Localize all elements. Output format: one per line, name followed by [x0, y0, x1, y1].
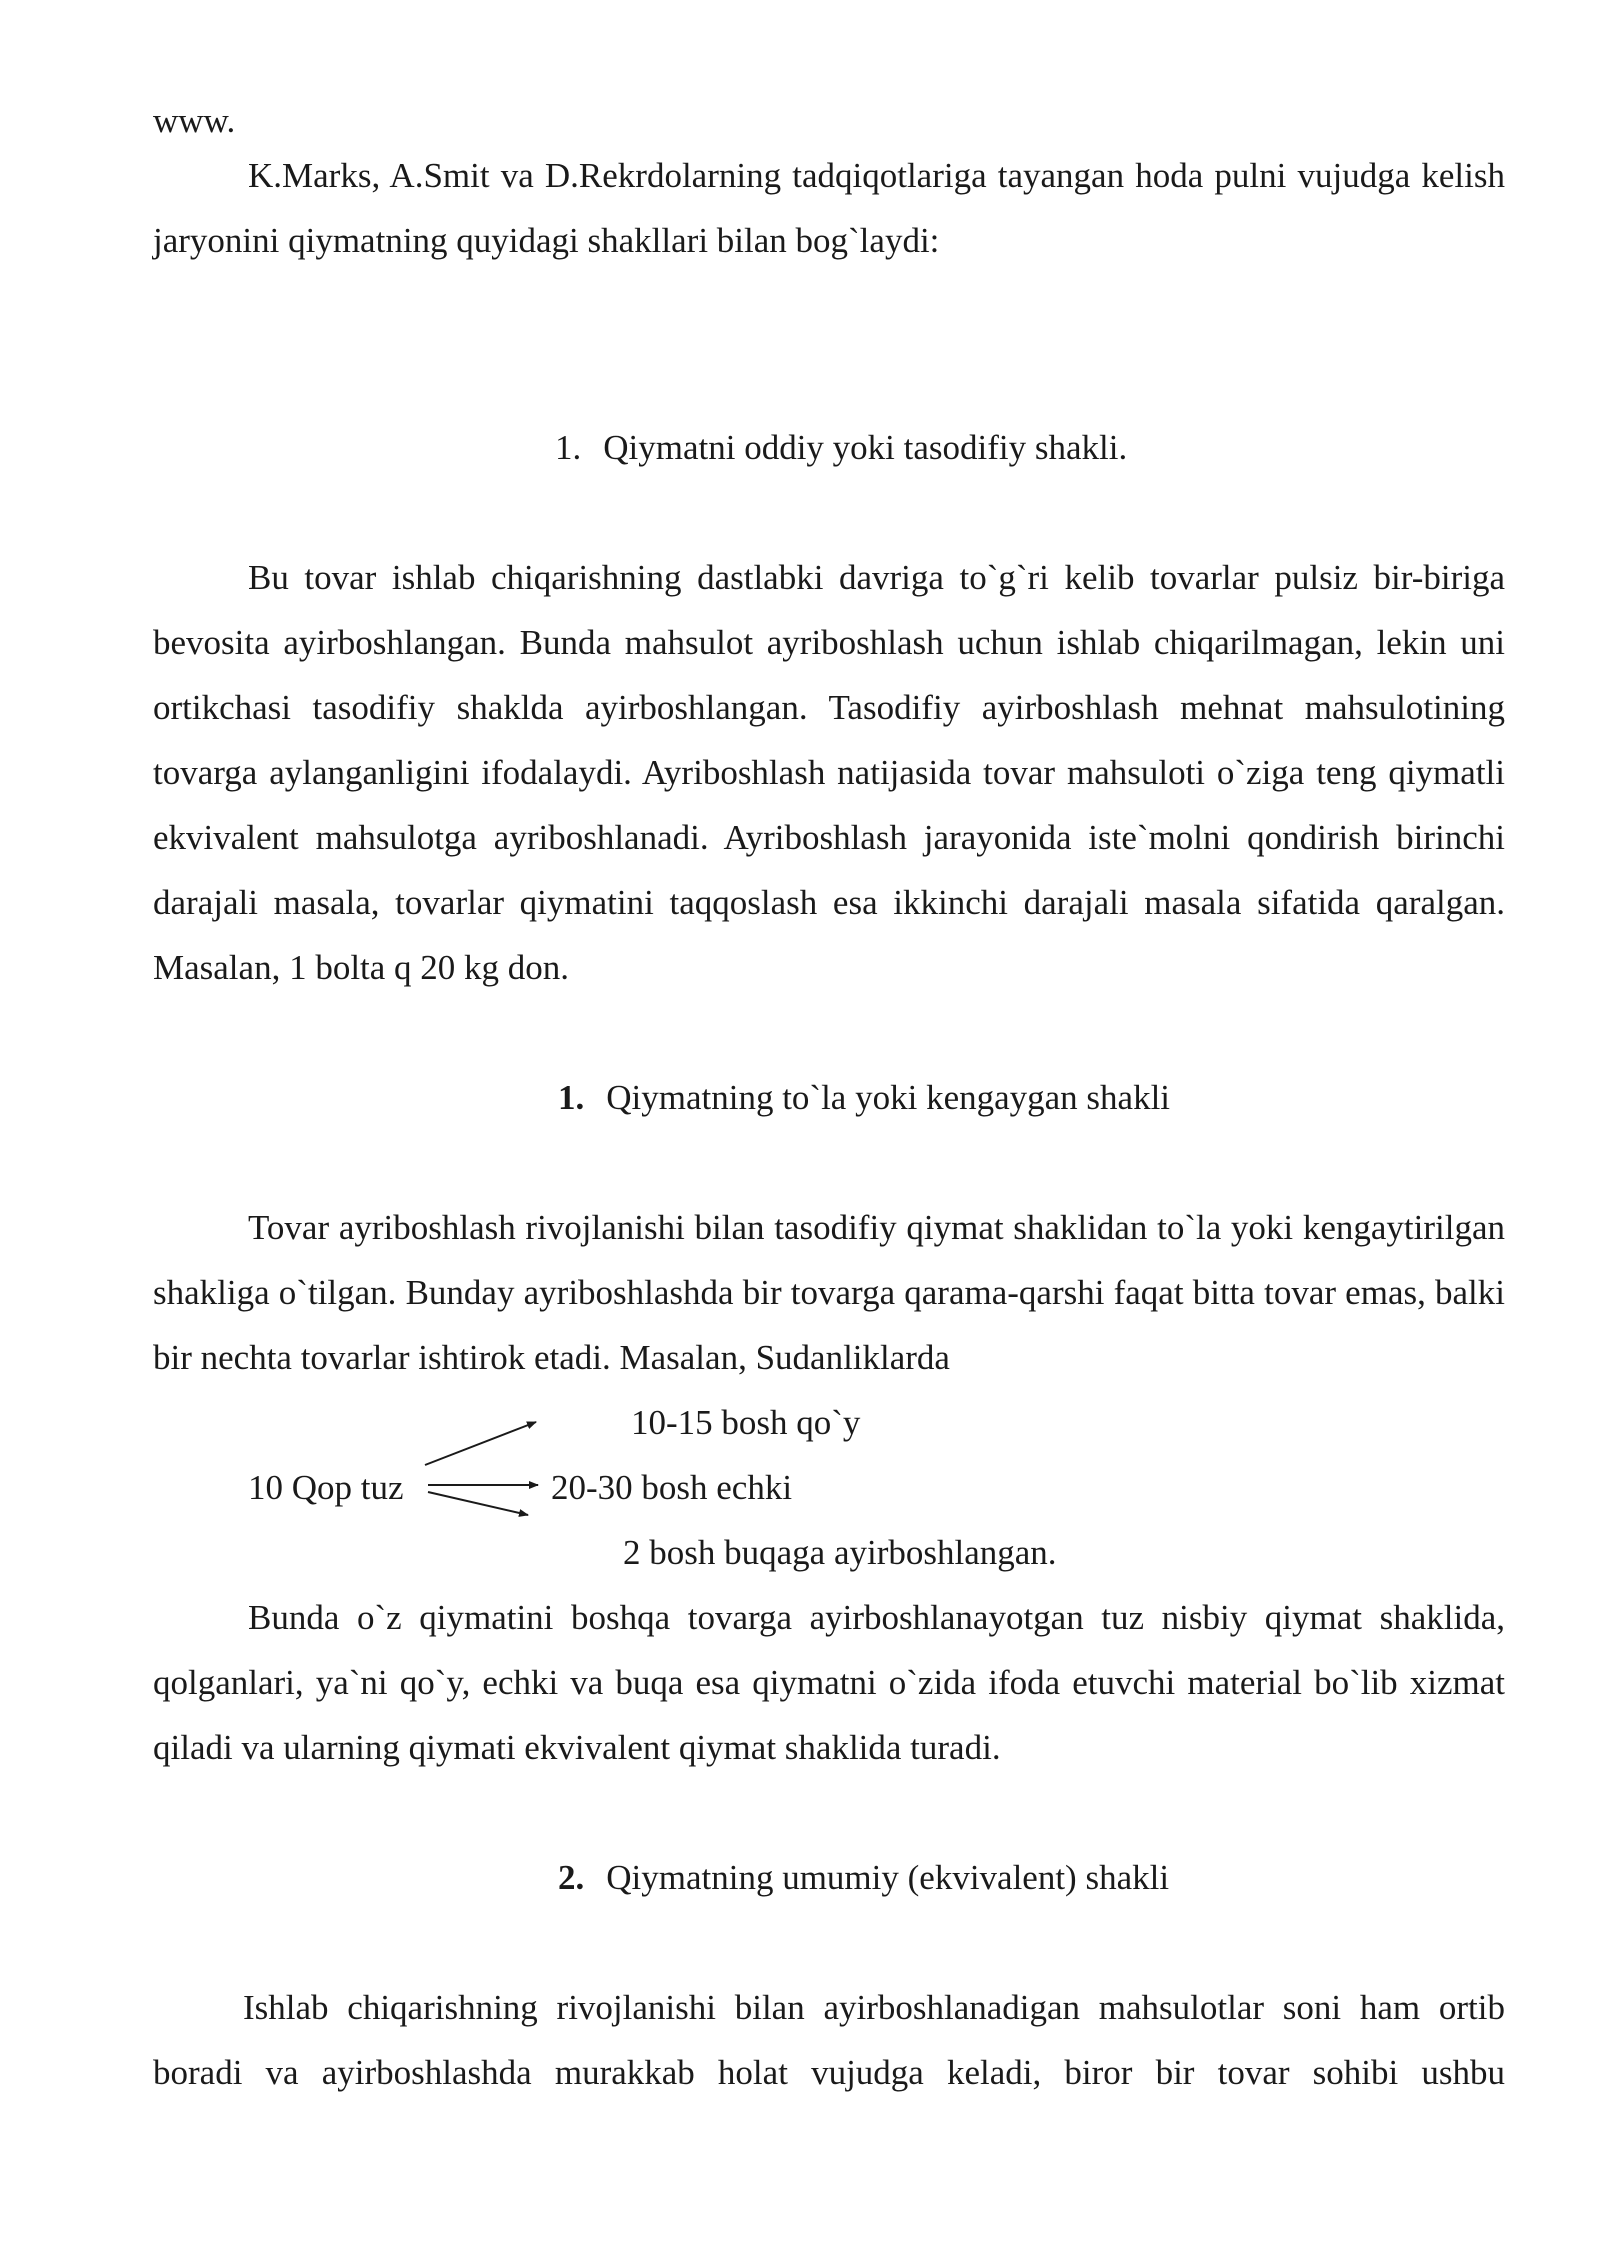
arrow-up [425, 1422, 536, 1465]
diagram-target-2: 20-30 bosh echki [551, 1468, 793, 1507]
section-title: Qiymatning umumiy (ekvivalent) shakli [606, 1858, 1170, 1897]
section-2-paragraph: Tovar ayriboshlash rivojlanishi bilan tasodifiy qiymat shaklidan to`la yoki kengaytirilgan shakliga o`tilgan. Bunday ayriboshlashda bir tovarga qarama-qarshi faqat bitta tovar emas, balki bir nechta tovarlar ishtirok etadi. Masalan, Sudanliklarda [153, 1208, 1505, 1377]
arrow-down [428, 1492, 528, 1515]
section-3-paragraph: Ishlab chiqarishning rivojlanishi bilan ayirboshlanadigan mahsulotlar soni ham ortib boradi va ayirboshlashda murakkab holat vujudga keladi, biror bir tovar sohibi ushbu [153, 1988, 1505, 2092]
section-heading-1 [555, 430, 1127, 465]
section-1-paragraph: Bu tovar ishlab chiqarishning dastlabki davriga to`g`ri kelib tovarlar pulsiz bir-biriga bevosita ayirboshlangan. Bunda mahsulot ayriboshlash uchun ishlab chiqarilmagan, lekin uni ortikchasi tasodifiy shaklda ayirboshlangan. Tasodifiy ayirboshlash mehnat mahsulotining tovarga aylanganligini ifodalaydi. Ayriboshlash natijasida tovar mahsuloti o`ziga teng qiymatli ekvivalent mahsulotga ayriboshlanadi. Ayriboshlash jarayonida iste`molni qondirish birinchi darajali masala, tovarlar qiymatini taqqoslash esa ikkinchi darajali masala sifatida qaralgan. Masalan, 1 bolta q 20 kg don. [153, 558, 1505, 987]
section-number: 2. [558, 1858, 585, 1897]
diagram-target-1: 10-15 bosh qo`y [631, 1403, 861, 1442]
section-2-paragraph-after: Bunda o`z qiymatini boshqa tovarga ayirboshlanayotgan tuz nisbiy qiymat shaklida, qolganlari, ya`ni qo`y, echki va buqa esa qiymatni o`zida ifoda etuvchi material bo`lib xizmat qiladi va ularning qiymati ekvivalent qiymat shaklida turadi. [153, 1598, 1505, 1767]
diagram-source: 10 Qop tuz [248, 1468, 404, 1507]
section-title: Qiymatning to`la yoki kengaygan shakli [606, 1078, 1171, 1117]
www-text: www. [153, 101, 236, 140]
section-heading-3 [558, 1860, 1169, 1895]
section-number: 1. [555, 428, 582, 467]
section-title: Qiymatni oddiy yoki tasodifiy shakli. [603, 428, 1128, 467]
intro-paragraph: K.Marks, A.Smit va D.Rekrdolarning tadqiqotlariga tayangan hoda pulni vujudga kelish jaryonini qiymatning quyidagi shakllari bilan bog`laydi: [153, 156, 1505, 260]
section-number: 1. [558, 1078, 585, 1117]
section-heading-2 [558, 1080, 1170, 1115]
diagram-target-3: 2 bosh buqaga ayirboshlangan. [623, 1533, 1057, 1572]
